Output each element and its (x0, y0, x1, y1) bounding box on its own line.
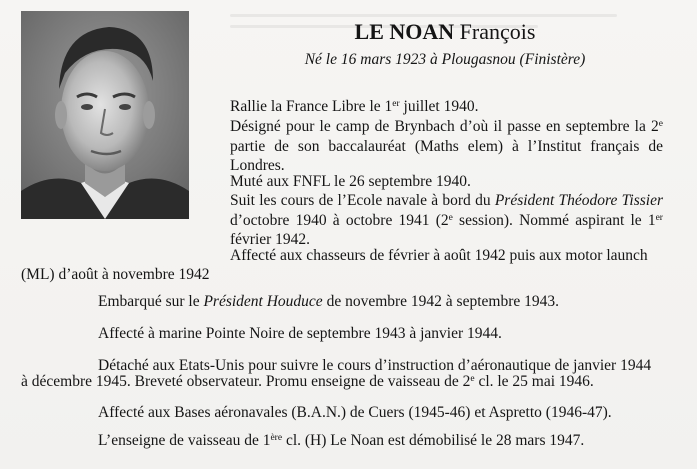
superscript: er (655, 212, 663, 223)
ship-name: Président Houduce (203, 293, 323, 310)
text: L’enseigne de vaisseau de 1 (98, 432, 271, 449)
person-name (230, 18, 660, 46)
para-affecte-chasseurs-cont: (ML) d’août à novembre 1942 (21, 266, 210, 283)
para-designe (230, 117, 663, 176)
para-mute: Muté aux FNFL le 26 septembre 1940. (230, 173, 471, 190)
para-pointe-noire: Affecté à marine Pointe Noire de septembre 1943 à janvier 1944. (98, 325, 502, 342)
text: Suit les cours de l’Ecole navale à bord du (230, 192, 495, 209)
text: de novembre 1942 à septembre 1943. (322, 293, 559, 310)
text: février 1942. (230, 231, 311, 248)
text: cl. (H) Le Noan est démobilisé le 28 mars 1947. (282, 432, 585, 449)
superscript: e (448, 212, 453, 223)
para-detache-cont (21, 372, 594, 392)
superscript: e (470, 374, 475, 384)
text: Désigné pour le camp de Brynbach d’où il passe en septembre la 2 (230, 118, 659, 135)
text: juillet 1940. (399, 98, 479, 115)
text: session). Nommé aspirant le 1 (452, 211, 656, 229)
text: d’octobre 1940 à octobre 1941 (2 (230, 211, 449, 229)
birth-line: Né le 16 mars 1923 à Plougasnou (Finistère) (304, 51, 586, 68)
para-embarque (98, 292, 559, 312)
text: Rallie la France Libre le 1 (230, 98, 393, 115)
entry-header (230, 18, 660, 70)
firstname: François (459, 19, 536, 44)
para-demobilise (98, 431, 584, 451)
para-bases-aeronavales: Affecté aux Bases aéronavales (B.A.N.) de Cuers (1945-46) et Aspretto (1946-47). (98, 404, 612, 421)
para-affecte-chasseurs: Affecté aux chasseurs de février à août 1942 puis aux motor launch (230, 247, 648, 264)
superscript: er (392, 99, 400, 109)
para-detache: Détaché aux Etats-Unis pour suivre le cours d’instruction d’aéronautique de janvier 1944 (98, 357, 652, 374)
text: Embarqué sur le (98, 293, 204, 310)
para-rallie (230, 97, 663, 117)
superscript: e (658, 119, 663, 129)
para-suit-cours (230, 191, 663, 250)
surname: LE NOAN (354, 19, 455, 44)
text: à décembre 1945. Breveté observateur. Promu enseigne de vaisseau de 2 (21, 373, 471, 390)
text: cl. le 25 mai 1946. (474, 373, 594, 390)
ship-name: Président Théodore Tissier (494, 192, 663, 209)
portrait-photo (21, 11, 189, 219)
superscript: ère (270, 433, 283, 443)
text: partie de son baccalauréat (Maths elem) à l’Institut français de Londres. (230, 137, 663, 174)
